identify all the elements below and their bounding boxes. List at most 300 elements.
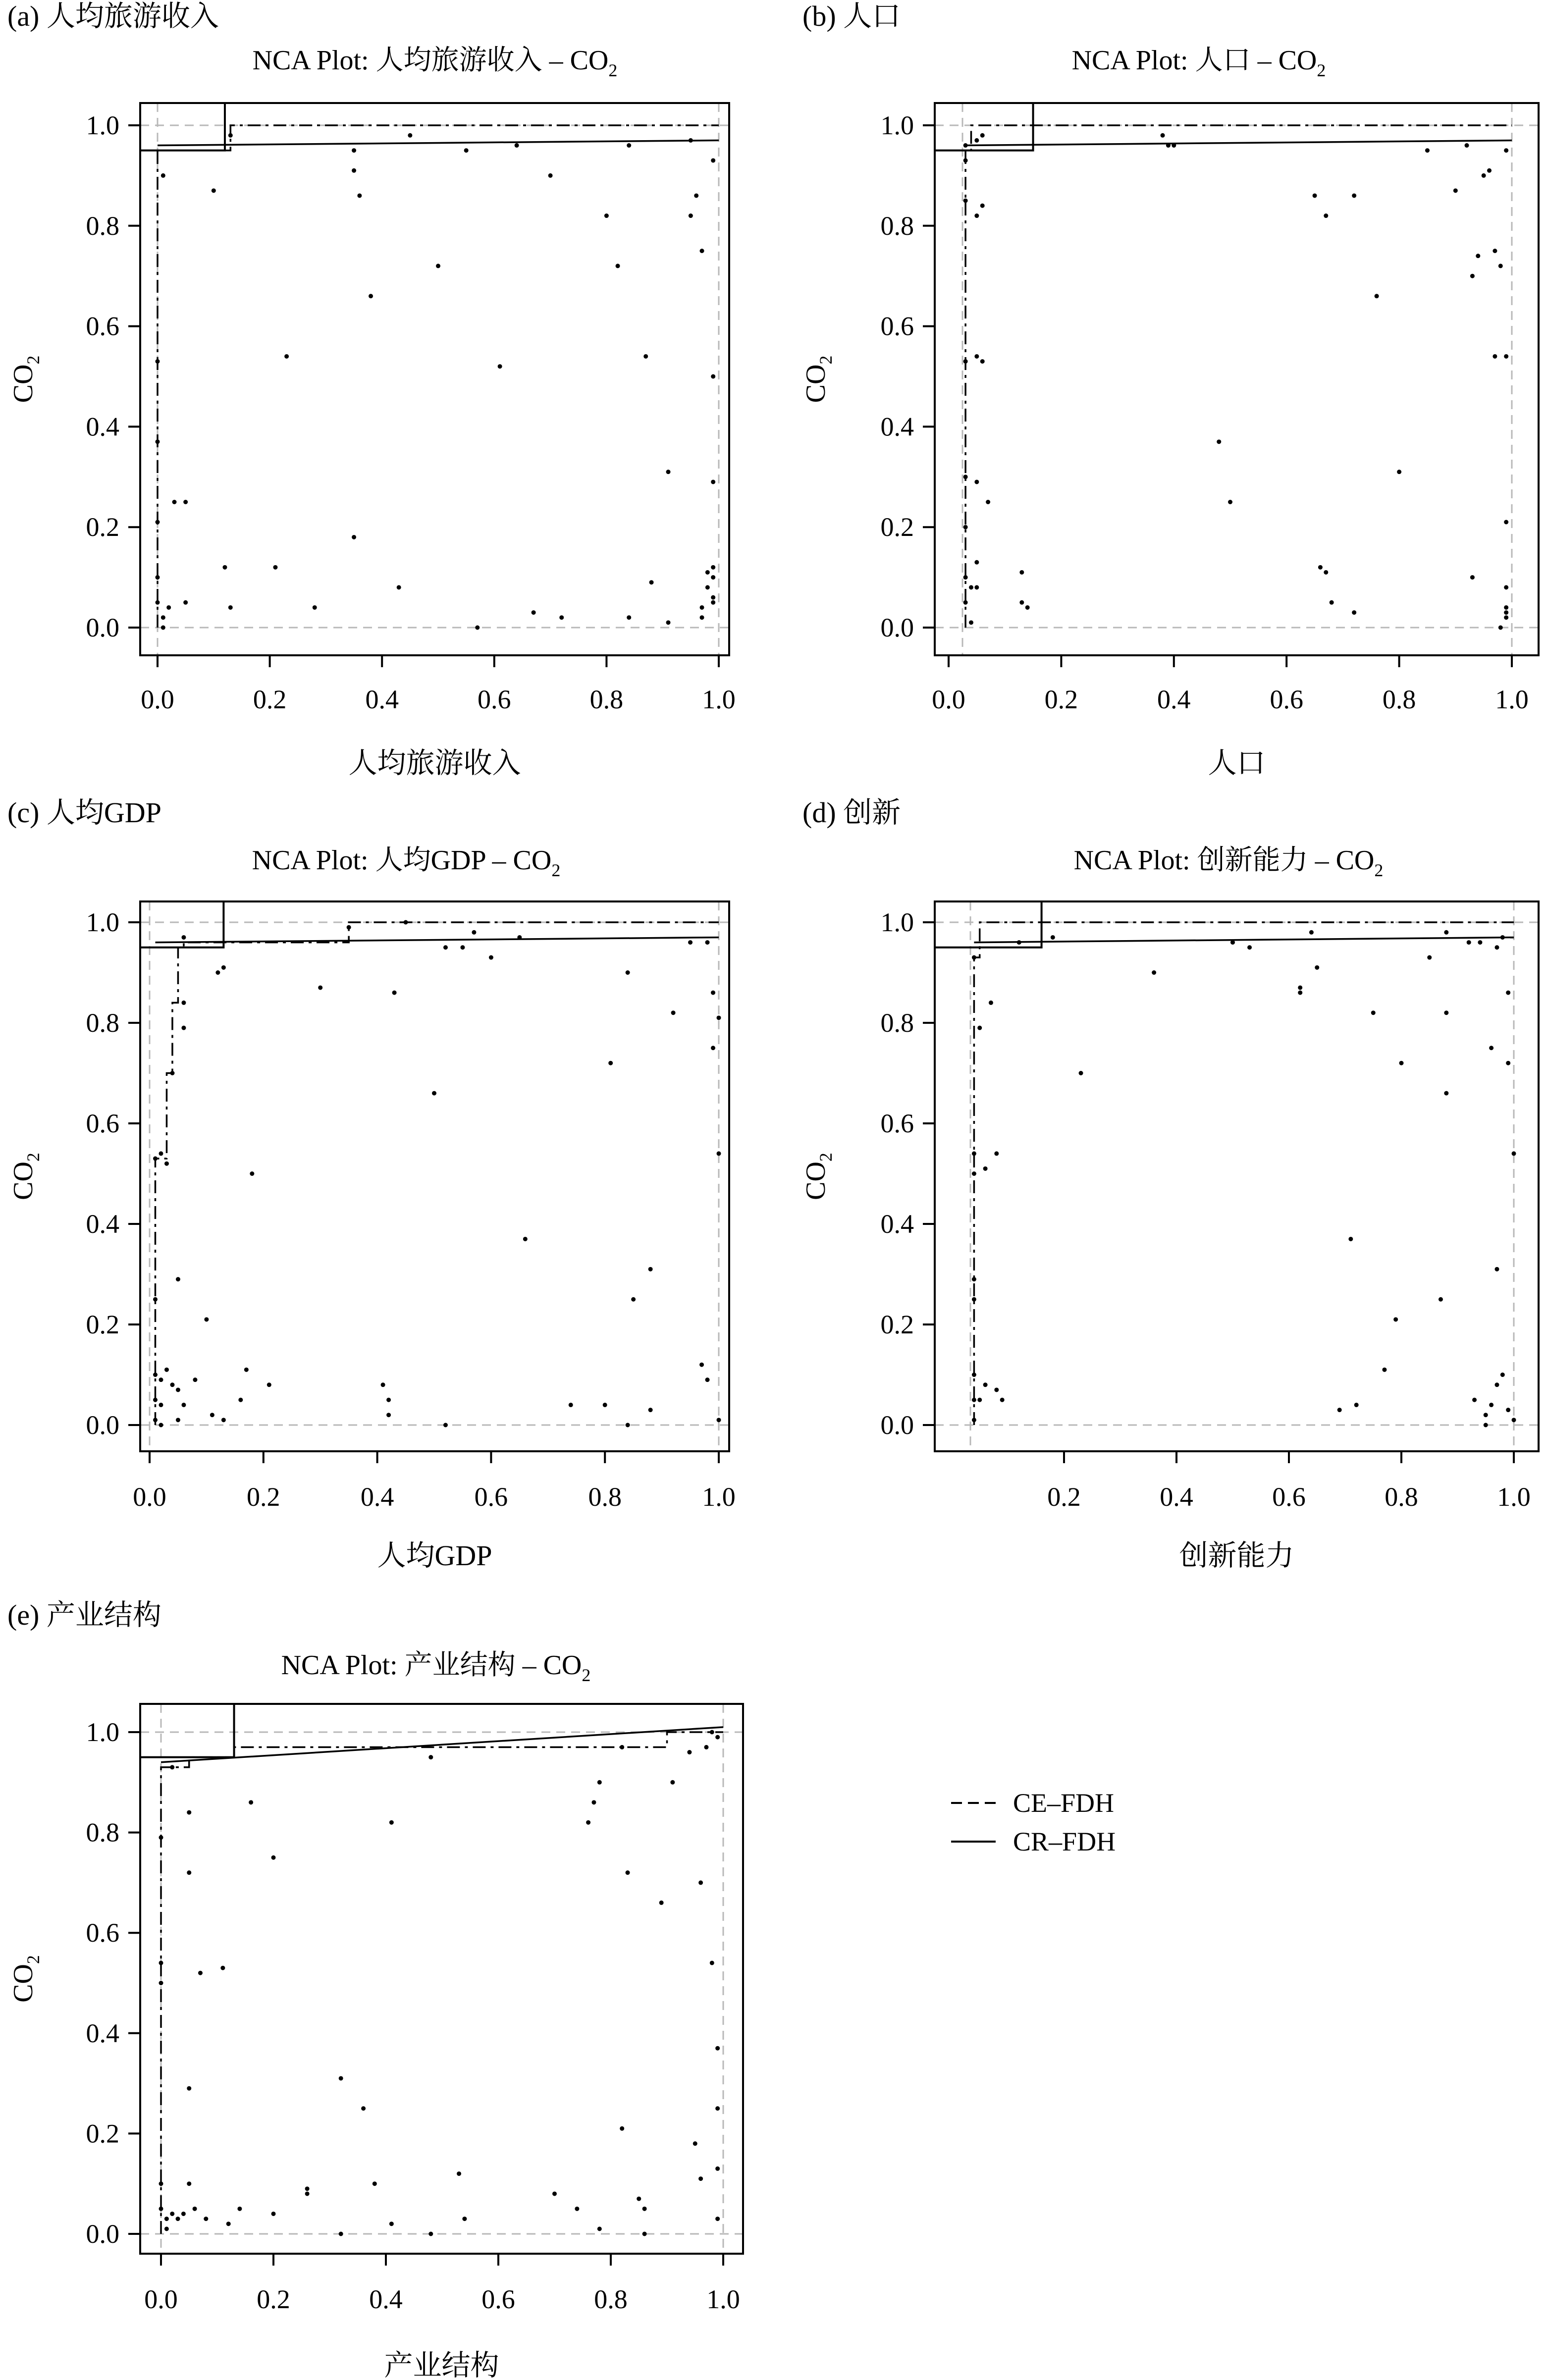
- data-point: [717, 1015, 721, 1020]
- x-axis-ticks: [141, 655, 736, 714]
- x-tick-label: 0.6: [1272, 1482, 1306, 1512]
- x-tick-label: 0.6: [1270, 685, 1303, 714]
- ceiling-zone: [140, 103, 225, 151]
- ce-fdh-line: [965, 125, 1512, 628]
- plot-frame: [935, 901, 1539, 1451]
- data-point: [963, 143, 968, 148]
- data-point: [969, 620, 973, 625]
- data-point: [1352, 193, 1356, 198]
- data-point: [221, 965, 226, 970]
- y-tick-label: 1.0: [86, 1717, 119, 1747]
- data-point: [1478, 940, 1482, 945]
- data-point: [1375, 294, 1379, 298]
- data-point: [386, 1398, 391, 1402]
- data-point: [627, 143, 631, 148]
- data-point: [273, 565, 277, 570]
- data-point: [711, 565, 715, 570]
- data-point: [226, 2221, 231, 2226]
- data-point: [404, 920, 408, 925]
- data-point: [1161, 133, 1165, 138]
- chart-title: [253, 45, 618, 80]
- chart-title-text: NCA Plot: 人均GDP – CO: [252, 845, 552, 876]
- data-point: [627, 615, 631, 620]
- data-point: [176, 1387, 180, 1392]
- data-point: [164, 2217, 169, 2221]
- ceiling-zone: [140, 1704, 234, 1757]
- plot-frame: [140, 103, 729, 655]
- data-point: [436, 264, 440, 268]
- data-point: [238, 1398, 243, 1402]
- y-tick-label: 0.8: [880, 211, 914, 241]
- data-point: [710, 1960, 714, 1965]
- data-point: [648, 1408, 653, 1412]
- y-axis-ticks: [86, 1717, 141, 2249]
- data-point: [170, 2212, 174, 2216]
- data-point: [994, 1151, 999, 1156]
- y-axis-label-text: CO: [800, 364, 831, 403]
- data-point: [1017, 940, 1021, 945]
- data-point: [432, 1091, 436, 1096]
- data-point: [1427, 955, 1432, 960]
- data-point: [237, 2207, 242, 2211]
- data-point: [187, 1870, 191, 1875]
- data-point: [159, 1403, 163, 1407]
- legend-ce-fdh-label: CE–FDH: [1013, 1788, 1115, 1818]
- data-point: [153, 1398, 158, 1402]
- data-point: [1000, 1398, 1005, 1402]
- data-point: [1230, 940, 1235, 945]
- chart-panel-1: [7, 0, 736, 779]
- y-axis-ticks: [86, 110, 141, 642]
- x-tick-label: 0.0: [932, 685, 965, 714]
- data-point: [153, 1157, 158, 1161]
- data-point: [711, 595, 715, 600]
- data-point: [977, 1398, 982, 1402]
- data-point: [980, 204, 985, 208]
- data-point: [1397, 470, 1401, 474]
- y-axis-label-subscript: 2: [23, 1955, 43, 1964]
- y-axis-label-subscript: 2: [816, 1153, 836, 1162]
- x-tick-label: 0.4: [365, 685, 399, 714]
- data-point: [267, 1382, 271, 1387]
- y-tick-label: 1.0: [86, 907, 119, 937]
- data-point: [460, 945, 465, 950]
- plot-frame: [140, 901, 729, 1451]
- data-point: [642, 2232, 647, 2236]
- legend-cr-fdh-label: CR–FDH: [1013, 1827, 1116, 1856]
- data-point: [381, 1382, 385, 1387]
- data-point: [1470, 274, 1475, 278]
- data-point: [1506, 991, 1510, 995]
- y-tick-label: 0.0: [880, 613, 914, 642]
- x-tick-label: 0.8: [1382, 685, 1416, 714]
- data-point: [464, 148, 469, 153]
- cr-fdh-line: [974, 937, 1514, 942]
- y-tick-label: 0.6: [880, 311, 914, 341]
- x-tick-label: 0.2: [1047, 1482, 1081, 1512]
- y-axis-label: [8, 1153, 43, 1200]
- data-point: [698, 2176, 703, 2181]
- cr-fdh-line: [155, 937, 719, 942]
- data-point: [642, 2207, 647, 2211]
- data-point: [1498, 264, 1503, 268]
- data-point: [183, 600, 188, 605]
- data-point: [974, 138, 979, 143]
- data-point: [1500, 1373, 1505, 1377]
- chart-title-subscript: 2: [582, 1665, 591, 1685]
- x-tick-label: 0.2: [253, 685, 287, 714]
- data-point: [972, 1151, 976, 1156]
- data-point: [983, 1382, 988, 1387]
- reference-lines: [140, 103, 729, 655]
- x-tick-label: 1.0: [706, 2284, 740, 2314]
- y-tick-label: 0.0: [86, 1410, 119, 1440]
- data-point: [397, 585, 401, 589]
- cr-fdh-line: [158, 140, 719, 145]
- data-point: [1393, 1317, 1398, 1322]
- y-tick-label: 0.0: [880, 1410, 914, 1440]
- data-point: [1484, 1413, 1488, 1417]
- data-point: [305, 2191, 310, 2196]
- data-point: [1500, 935, 1505, 940]
- data-point: [705, 1377, 710, 1382]
- data-point: [711, 374, 715, 379]
- data-point: [1504, 148, 1508, 153]
- data-point: [1315, 965, 1319, 970]
- panel-label: (b) 人口: [802, 0, 901, 32]
- data-point: [1348, 1237, 1353, 1241]
- data-point: [1504, 610, 1508, 615]
- y-tick-label: 0.6: [86, 1918, 119, 1948]
- data-point: [1354, 1403, 1359, 1407]
- data-point: [220, 1966, 225, 1970]
- data-point: [715, 2217, 720, 2221]
- data-point: [705, 940, 710, 945]
- data-point: [711, 575, 715, 580]
- data-point: [963, 475, 968, 479]
- data-point: [347, 925, 351, 930]
- data-point: [176, 1418, 180, 1422]
- data-point: [159, 1151, 163, 1156]
- data-point: [1494, 945, 1499, 950]
- data-point: [648, 1267, 653, 1271]
- data-point: [159, 1960, 163, 1965]
- data-point: [974, 354, 979, 359]
- data-point: [164, 1368, 169, 1372]
- x-tick-label: 0.4: [360, 1482, 394, 1512]
- data-point: [963, 158, 968, 162]
- data-point: [972, 955, 976, 960]
- data-point: [164, 2226, 169, 2231]
- data-point: [1318, 565, 1323, 570]
- data-point: [969, 585, 973, 589]
- data-point: [626, 1870, 630, 1875]
- data-point: [597, 1780, 602, 1785]
- data-point: [1298, 985, 1302, 990]
- data-point: [637, 2197, 641, 2201]
- data-point: [1493, 354, 1497, 359]
- data-point: [1484, 1423, 1488, 1428]
- x-tick-label: 0.8: [1385, 1482, 1418, 1512]
- data-point: [339, 2076, 343, 2080]
- data-point: [1019, 570, 1024, 575]
- data-point: [498, 364, 502, 369]
- data-point: [1512, 1418, 1516, 1422]
- ce-fdh-line: [974, 922, 1514, 1425]
- data-point: [963, 199, 968, 203]
- data-point: [626, 970, 630, 975]
- y-axis-ticks: [881, 110, 935, 642]
- data-point: [515, 143, 519, 148]
- data-point: [156, 359, 160, 364]
- y-tick-label: 0.6: [86, 1109, 119, 1138]
- x-tick-label: 1.0: [1497, 1482, 1531, 1512]
- x-tick-label: 1.0: [702, 1482, 736, 1512]
- y-tick-label: 0.0: [86, 613, 119, 642]
- y-tick-label: 0.2: [86, 1310, 119, 1339]
- data-point: [989, 1001, 993, 1005]
- data-point: [1504, 520, 1508, 525]
- data-point: [704, 1745, 708, 1749]
- y-tick-label: 0.2: [86, 2118, 119, 2149]
- data-point: [181, 1026, 186, 1030]
- chart-title-text: NCA Plot: 人均旅游收入 – CO: [252, 45, 609, 76]
- data-point: [1506, 1408, 1510, 1412]
- cr-fdh-line: [965, 140, 1512, 145]
- y-tick-label: 0.4: [86, 1209, 119, 1239]
- x-axis-ticks: [133, 1451, 736, 1512]
- x-tick-label: 0.6: [478, 685, 511, 714]
- x-tick-label: 0.0: [141, 685, 174, 714]
- data-point: [1444, 1091, 1448, 1096]
- data-point: [170, 1382, 174, 1387]
- y-tick-label: 0.4: [880, 412, 914, 442]
- data-point: [1506, 1061, 1510, 1065]
- data-point: [517, 935, 522, 940]
- chart-title-subscript: 2: [1374, 860, 1384, 880]
- data-point: [1051, 935, 1055, 940]
- data-point: [156, 520, 160, 525]
- data-point: [389, 1820, 394, 1825]
- x-tick-label: 0.8: [589, 685, 624, 714]
- data-point: [198, 1971, 203, 1975]
- x-tick-label: 0.8: [588, 1482, 622, 1512]
- data-point: [228, 133, 233, 138]
- data-point: [489, 955, 493, 960]
- data-point: [1371, 1010, 1376, 1015]
- y-tick-label: 0.8: [86, 1008, 119, 1038]
- data-points: [159, 1730, 720, 2236]
- data-point: [972, 1277, 976, 1281]
- data-point: [271, 1855, 276, 1860]
- data-point: [187, 1810, 191, 1815]
- y-axis-label-text: CO: [8, 1162, 39, 1200]
- data-point: [210, 1413, 214, 1417]
- data-point: [1309, 930, 1314, 935]
- data-point: [974, 479, 979, 484]
- panel-label: (d) 创新: [802, 796, 901, 829]
- data-point: [215, 970, 220, 975]
- data-point: [357, 193, 362, 198]
- data-point: [352, 148, 356, 153]
- data-point: [591, 1800, 596, 1804]
- data-point: [693, 2141, 697, 2146]
- data-point: [548, 173, 553, 178]
- y-tick-label: 0.4: [880, 1209, 914, 1239]
- data-point: [552, 2191, 557, 2196]
- data-point: [1352, 610, 1356, 615]
- data-point: [586, 1820, 590, 1825]
- chart-panel-2: [800, 0, 1539, 779]
- chart-title: [1072, 45, 1326, 80]
- data-point: [183, 500, 188, 504]
- data-point: [166, 605, 171, 610]
- data-point: [983, 1166, 988, 1171]
- data-point: [705, 585, 710, 589]
- data-point: [532, 610, 536, 615]
- data-point: [176, 2217, 180, 2221]
- x-axis-label: 产业结构: [384, 2349, 499, 2380]
- data-points: [963, 133, 1509, 630]
- data-point: [649, 580, 654, 584]
- data-points: [972, 930, 1516, 1428]
- data-point: [228, 605, 233, 610]
- data-point: [159, 1377, 163, 1382]
- data-point: [711, 479, 715, 484]
- y-tick-label: 0.8: [880, 1008, 914, 1038]
- data-point: [700, 249, 704, 253]
- data-point: [361, 2106, 366, 2111]
- data-point: [1152, 970, 1156, 975]
- data-point: [698, 1880, 703, 1885]
- y-tick-label: 1.0: [86, 110, 119, 140]
- data-point: [221, 1418, 226, 1422]
- data-point: [1504, 605, 1508, 610]
- data-point: [1489, 1046, 1494, 1050]
- data-point: [1298, 991, 1302, 995]
- data-point: [670, 1780, 675, 1785]
- data-point: [475, 626, 480, 630]
- data-point: [1324, 213, 1328, 218]
- data-point: [711, 158, 715, 162]
- data-point: [1504, 354, 1508, 359]
- data-point: [700, 615, 704, 620]
- data-point: [715, 2106, 720, 2111]
- data-point: [1493, 249, 1497, 253]
- data-point: [305, 2186, 310, 2191]
- x-tick-label: 0.4: [369, 2284, 403, 2314]
- data-point: [428, 1755, 433, 1759]
- x-tick-label: 0.2: [257, 2284, 290, 2314]
- data-point: [352, 168, 356, 173]
- data-point: [977, 1026, 982, 1030]
- data-point: [1487, 168, 1492, 173]
- data-point: [689, 138, 693, 143]
- y-axis-label: [800, 356, 836, 403]
- data-point: [717, 1418, 721, 1422]
- data-point: [1504, 585, 1508, 589]
- data-point: [689, 213, 693, 218]
- data-point: [222, 565, 227, 570]
- y-tick-label: 1.0: [880, 110, 914, 140]
- chart-title-subscript: 2: [1317, 60, 1326, 80]
- data-point: [1313, 193, 1317, 198]
- y-axis-label: [800, 1153, 836, 1200]
- data-point: [1166, 143, 1171, 148]
- data-point: [204, 1317, 209, 1322]
- data-point: [717, 1151, 721, 1156]
- chart-title-text: NCA Plot: 创新能力 – CO: [1073, 845, 1375, 876]
- data-point: [1472, 1398, 1477, 1402]
- data-point: [212, 188, 216, 193]
- data-point: [170, 1765, 174, 1769]
- y-axis-label: [8, 1955, 43, 2003]
- data-point: [172, 500, 176, 504]
- data-point: [1504, 615, 1508, 620]
- x-axis-label: 人均旅游收入: [348, 747, 521, 779]
- chart-title-subscript: 2: [608, 60, 618, 80]
- data-point: [972, 1297, 976, 1302]
- ce-fdh-line: [155, 922, 719, 1425]
- x-tick-label: 0.4: [1157, 685, 1191, 714]
- chart-title-text: NCA Plot: 产业结构 – CO: [281, 1650, 582, 1681]
- data-point: [715, 2167, 720, 2171]
- data-point: [161, 615, 165, 620]
- chart-title-subscript: 2: [551, 860, 561, 880]
- data-point: [159, 1835, 163, 1840]
- data-point: [994, 1387, 999, 1392]
- y-axis-ticks: [86, 907, 141, 1440]
- data-point: [1172, 143, 1176, 148]
- data-point: [687, 1750, 692, 1754]
- data-point: [181, 935, 186, 940]
- data-point: [193, 1377, 197, 1382]
- data-point: [170, 1071, 174, 1075]
- data-point: [1399, 1061, 1404, 1065]
- x-tick-label: 0.6: [481, 2284, 515, 2314]
- data-point: [659, 1901, 664, 1905]
- data-point: [1025, 605, 1030, 610]
- data-point: [176, 1277, 180, 1281]
- x-tick-label: 0.0: [133, 1482, 166, 1512]
- data-point: [711, 600, 715, 605]
- data-point: [1337, 1408, 1342, 1412]
- data-point: [715, 2046, 720, 2051]
- data-point: [1494, 1267, 1499, 1271]
- data-point: [244, 1368, 249, 1372]
- data-point: [1330, 600, 1334, 605]
- ce-fdh-line: [158, 125, 719, 628]
- y-axis-label: [8, 356, 43, 403]
- data-point: [972, 1398, 976, 1402]
- data-point: [597, 2226, 602, 2231]
- data-point: [620, 1745, 624, 1749]
- chart-panel-3: [7, 796, 736, 1572]
- y-axis-label-text: CO: [8, 1964, 39, 2003]
- chart-title-text: NCA Plot: 人口 – CO: [1071, 45, 1317, 76]
- data-point: [318, 985, 322, 990]
- data-point: [271, 2212, 276, 2216]
- data-point: [1444, 1010, 1448, 1015]
- chart-title: [281, 1650, 591, 1685]
- data-point: [373, 2181, 377, 2186]
- x-axis-ticks: [1047, 1451, 1531, 1512]
- data-point: [559, 615, 564, 620]
- data-point: [608, 1061, 613, 1065]
- plot-frame: [935, 103, 1539, 655]
- ceiling-zone: [935, 901, 1042, 948]
- data-point: [204, 2217, 208, 2221]
